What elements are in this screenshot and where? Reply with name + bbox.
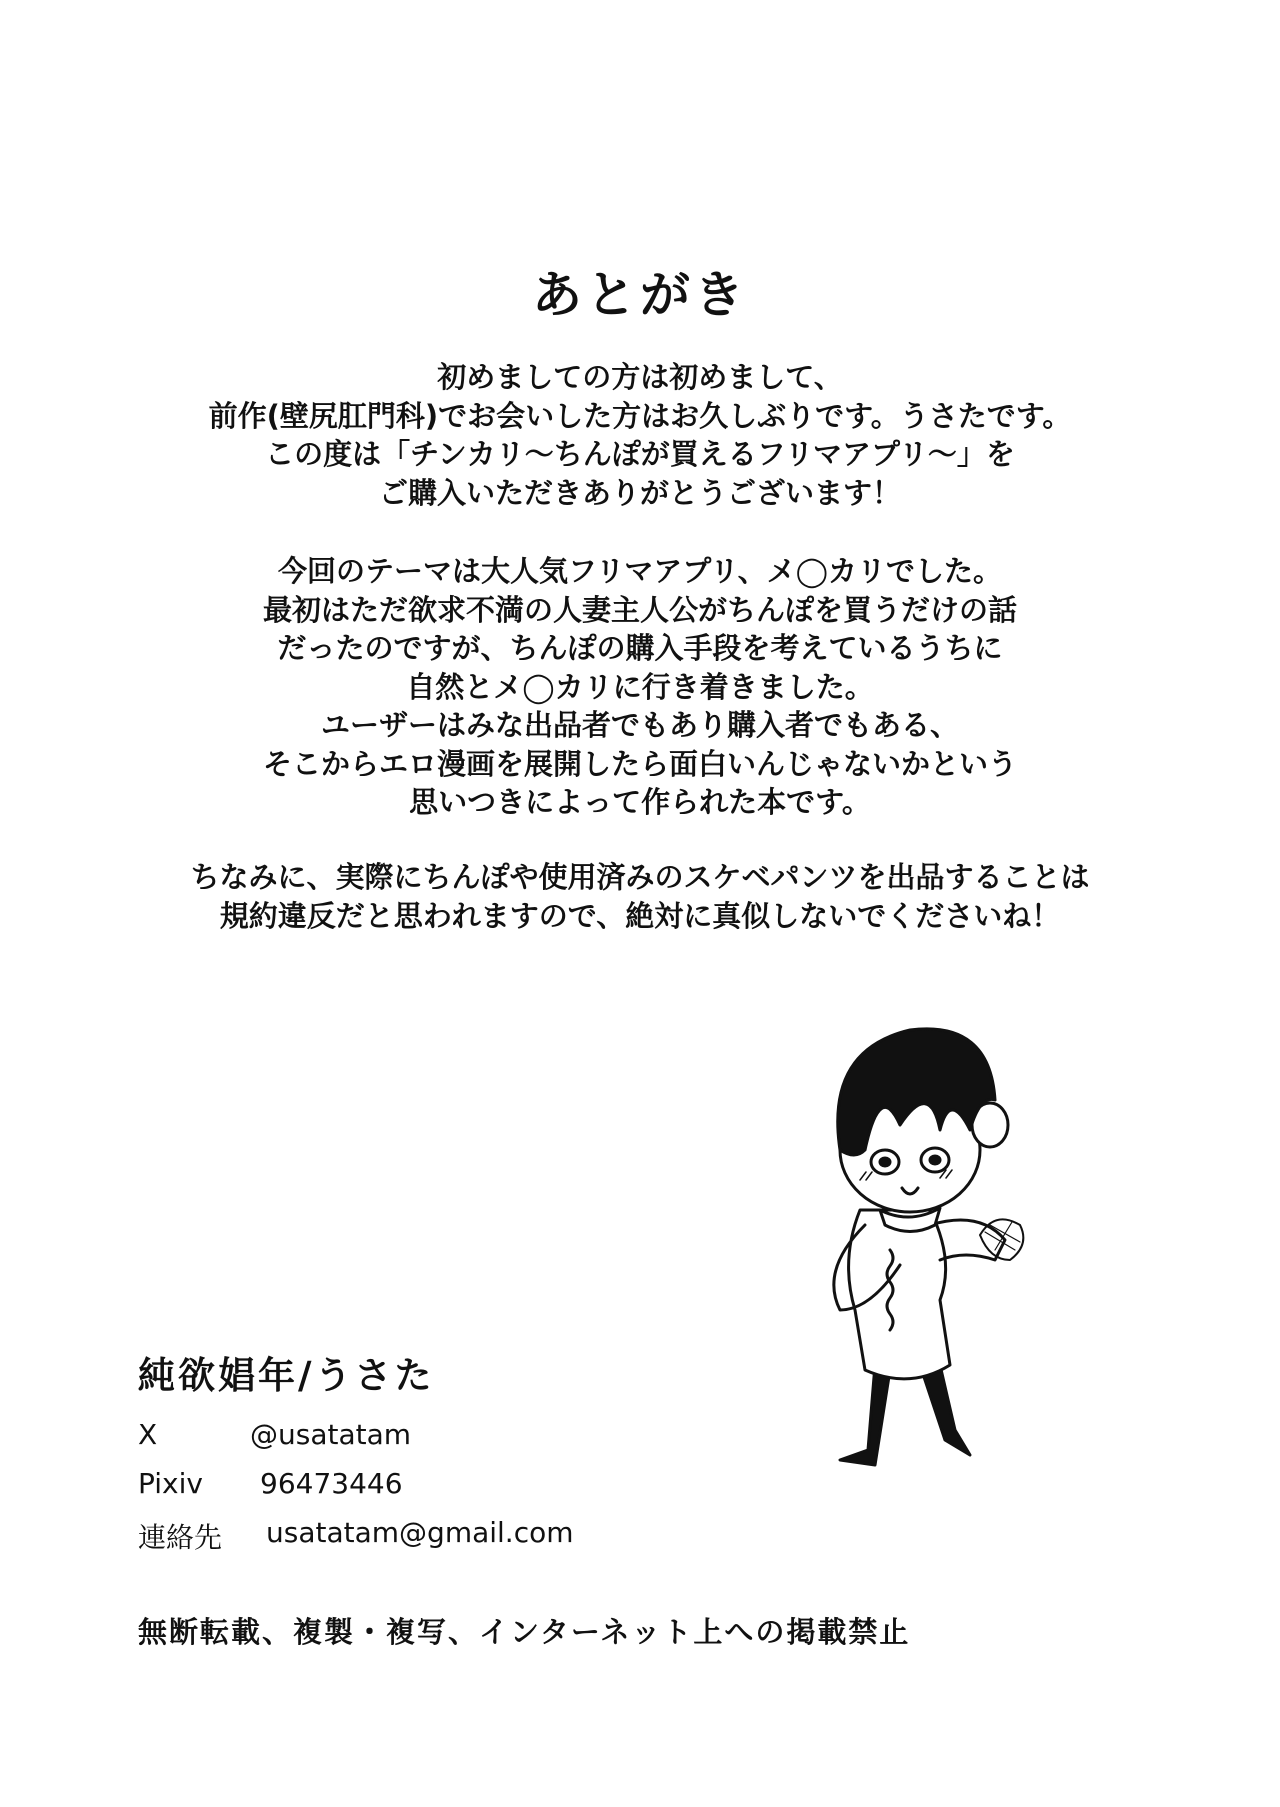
text-line: そこからエロ漫画を展開したら面白いんじゃないかという	[262, 746, 1017, 781]
text-line: ご購入いただきありがとうございます！	[378, 475, 901, 510]
contact-value: 96473446	[260, 1467, 403, 1500]
chibi-character-illustration	[780, 1010, 1080, 1480]
text-line: 思いつきによって作られた本です。	[409, 785, 871, 819]
contact-value: usatatam@gmail.com	[266, 1516, 574, 1549]
contact-value: @usatatam	[250, 1418, 412, 1451]
circle-author-signature: 純欲娼年/うさた	[138, 1354, 435, 1397]
contact-label: X	[138, 1418, 158, 1451]
afterword-paragraph-3	[0, 858, 1280, 935]
afterword-paragraph-2	[0, 552, 1280, 822]
text-line: 今回のテーマは大人気フリマアプリ、メ◯カリでした。	[277, 554, 1003, 588]
text-line: だったのですが、ちんぽの購入手段を考えているうちに	[277, 631, 1003, 665]
contact-label: 連絡先	[138, 1521, 223, 1554]
text-line: ちなみに、実際にちんぽや使用済みのスケベパンツを出品することは	[190, 860, 1090, 894]
text-line: 規約違反だと思われますので、絶対に真似しないでくださいね！	[219, 898, 1061, 933]
text-line: ユーザーはみな出品者でもあり購入者でもある、	[320, 708, 959, 742]
page-title: あとがき	[532, 266, 748, 324]
copyright-notice: 無断転載、複製・複写、インターネット上への掲載禁止	[138, 1615, 911, 1649]
text-line: 初めましての方は初めまして、	[437, 360, 843, 394]
text-line: 最初はただ欲求不満の人妻主人公がちんぽを買うだけの話	[262, 592, 1017, 627]
text-line: 前作(壁尻肛門科)でお会いした方はお久しぶりです。うさたです。	[208, 398, 1072, 433]
text-line: この度は「チンカリ〜ちんぽが買えるフリマアプリ〜」を	[265, 437, 1015, 471]
afterword-paragraph-1	[0, 358, 1280, 512]
text-line: 自然とメ◯カリに行き着きました。	[406, 669, 874, 704]
contact-label: Pixiv	[138, 1467, 203, 1500]
